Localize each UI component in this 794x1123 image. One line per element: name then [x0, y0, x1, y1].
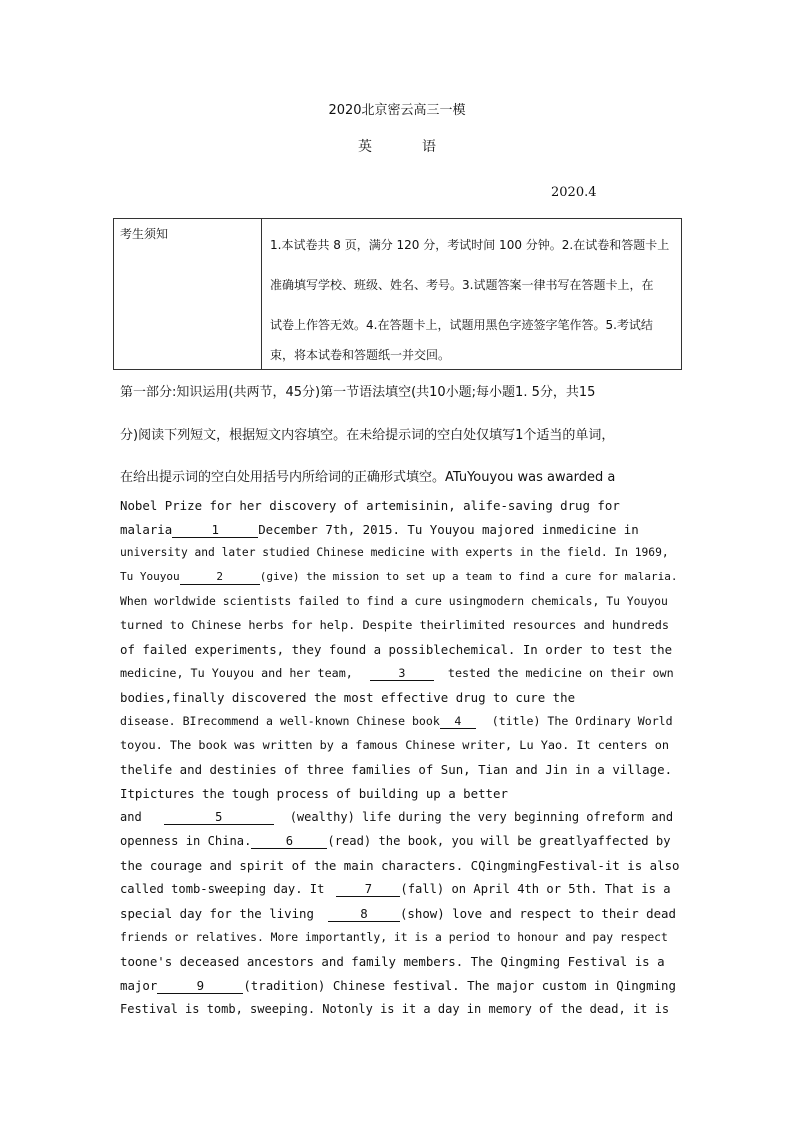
notice-line: 试卷上作答无效。4.在答题卡上，试题用黑色字迹签字笔作答。5.考试结: [270, 318, 653, 332]
passage-line: Nobel Prize for her discovery of artemisinin, alife-saving drug for: [120, 498, 620, 513]
notice-line: 1.本试卷共 8 页，满分 120 分，考试时间 100 分钟。2.在试卷和答题卡上: [270, 238, 670, 252]
passage-line: friends or relatives. More importantly, it is a period to honour and pay respect: [120, 930, 668, 944]
blank-1[interactable]: 1: [172, 523, 258, 538]
exam-title: 2020北京密云高三一模: [328, 103, 466, 118]
notice-line: 束，将本试卷和答题纸一并交回。: [270, 348, 451, 362]
passage-line: thelife and destinies of three families of Sun, Tian and Jin in a village.: [120, 762, 673, 777]
passage-line: toyou. The book was written by a famous Chinese writer, Lu Yao. It centers on: [120, 738, 670, 752]
passage-line: special day for the living 8 (show) love and respect to their dead: [120, 906, 676, 921]
blank-8[interactable]: 8: [328, 907, 400, 922]
instruction-line: 第一部分:知识运用(共两节，45分)第一节语法填空(共10小题;每小题1. 5分，共15: [120, 385, 596, 400]
passage-line: the courage and spirit of the main characters. CQingmingFestival-it is also: [120, 858, 680, 873]
exam-date: 2020.4: [551, 185, 597, 200]
blank-7[interactable]: 7: [336, 882, 400, 897]
passage-line: called tomb-sweeping day. It 7 (fall) on April 4th or 5th. That is a: [120, 882, 671, 896]
passage-line: Festival is tomb, sweeping. Notonly is it a day in memory of the dead, it is: [120, 1002, 670, 1016]
subject-heading: 英语: [358, 139, 486, 155]
blank-6[interactable]: 6: [251, 834, 327, 849]
passage-line: bodies,finally discovered the most effective drug to cure the: [120, 690, 576, 705]
instruction-line: 分)阅读下列短文，根据短文内容填空。在未给提示词的空白处仅填写1个适当的单词，: [120, 428, 615, 443]
passage-line: openness in China. 6 (read) the book, you will be greatlyaffected by: [120, 834, 671, 848]
blank-5[interactable]: 5: [164, 810, 274, 825]
passage-line: of failed experiments, they found a possiblechemical. In order to test the: [120, 642, 673, 657]
passage-line: malaria 1 December 7th, 2015. Tu Youyou majored inmedicine in: [120, 522, 639, 537]
instruction-line: 在给出提示词的空白处用括号内所给词的正确形式填空。ATuYouyou was awarded a: [120, 470, 616, 485]
passage-line: and 5 (wealthy) life during the very beginning ofreform and: [120, 810, 674, 824]
notice-label: 考生须知: [114, 219, 262, 370]
notice-line: 准确填写学校、班级、姓名、考号。3.试题答案一律书写在答题卡上，在: [270, 278, 654, 292]
passage-line: medicine, Tu Youyou and her team, 3 tested the medicine on their own: [120, 666, 674, 680]
blank-9[interactable]: 9: [157, 979, 243, 994]
blank-3[interactable]: 3: [370, 666, 434, 681]
passage-line: Tu Youyou 2 (give) the mission to set up a team to find a cure for malaria.: [120, 570, 678, 583]
passage-line: When worldwide scientists failed to find a cure usingmodern chemicals, Tu Youyou: [120, 594, 668, 608]
notice-content: [262, 219, 682, 370]
candidate-notice-table: [113, 218, 682, 370]
passage-line: turned to Chinese herbs for help. Despite theirlimited resources and hundreds: [120, 618, 670, 632]
passage-line: toone's deceased ancestors and family members. The Qingming Festival is a: [120, 954, 665, 969]
passage-line: Itpictures the tough process of building up a better: [120, 786, 508, 801]
passage-line: disease. BIrecommend a well-known Chinese book 4 (title) The Ordinary World: [120, 714, 673, 728]
blank-4[interactable]: 4: [440, 714, 476, 729]
passage-line: major 9 (tradition) Chinese festival. The major custom in Qingming: [120, 978, 676, 993]
blank-2[interactable]: 2: [180, 570, 260, 585]
passage-line: university and later studied Chinese medicine with experts in the field. In 1969,: [120, 546, 669, 559]
